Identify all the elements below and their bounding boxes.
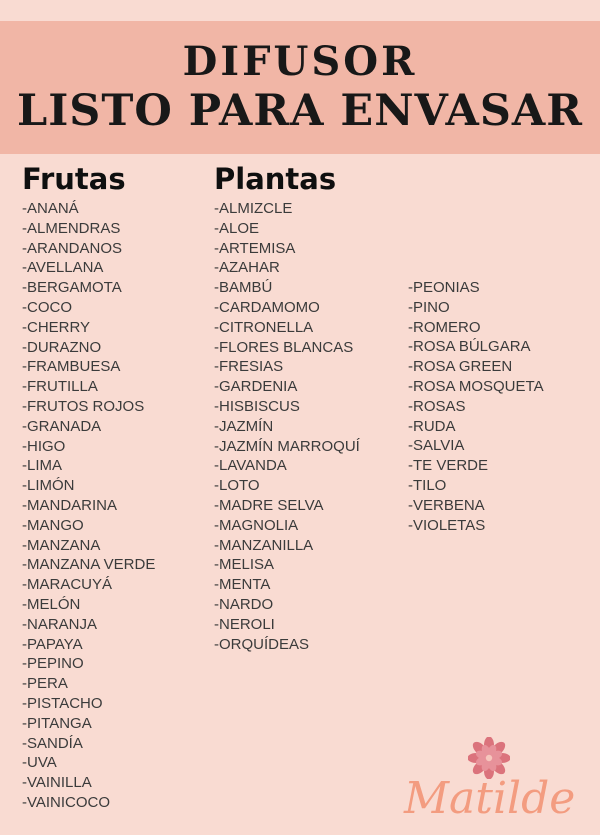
list-item: -MANDARINA [22, 496, 118, 514]
list-item: -NARANJA [22, 615, 98, 633]
list-item: -VAINILLA [22, 774, 92, 792]
list-item: -ORQUÍDEAS [214, 635, 310, 653]
list-item: -MANZANILLA [214, 536, 314, 554]
list-item: -ROSA MOSQUETA [408, 377, 544, 395]
list-item: -PISTACHO [22, 694, 103, 712]
list-item: -FRESIAS [214, 358, 284, 376]
list-item: -PERA [22, 675, 68, 693]
list-item: -ALOE [214, 219, 260, 237]
list-item: -CARDAMOMO [214, 298, 320, 316]
list-item: -ROSA BÚLGARA [408, 338, 531, 356]
list-item: -AZAHAR [214, 259, 280, 277]
list-item: -ROSAS [408, 397, 466, 415]
list-item: -FRAMBUESA [22, 358, 121, 376]
header-band [0, 21, 600, 154]
list-item: -VAINICOCO [22, 793, 111, 811]
list-item: -PAPAYA [22, 635, 83, 653]
list-item: -LAVANDA [214, 457, 287, 475]
list-item: -RUDA [408, 417, 456, 435]
list-item: -BERGAMOTA [22, 279, 122, 297]
plantas-heading: Plantas [214, 162, 337, 196]
list-item: -PEPINO [22, 655, 84, 673]
list-item: -MANGO [22, 516, 84, 534]
list-item: -VIOLETAS [408, 516, 486, 534]
frutas-list [22, 199, 155, 813]
list-item: -MARACUYÁ [22, 576, 113, 594]
list-item: -LIMA [22, 457, 63, 475]
list-item: -ALMENDRAS [22, 219, 121, 237]
list-item: -PITANGA [22, 714, 92, 732]
list-item: -AVELLANA [22, 259, 104, 277]
list-item: -TE VERDE [408, 457, 489, 475]
plantas-list [214, 199, 360, 654]
list-item: -MANZANA [22, 536, 101, 554]
frutas-heading: Frutas [22, 162, 126, 196]
list-item: -ANANÁ [22, 200, 79, 217]
list-item: -DURAZNO [22, 338, 102, 356]
list-item: -CHERRY [22, 318, 91, 336]
list-item: -ALMIZCLE [214, 200, 293, 217]
list-item: -MAGNOLIA [214, 516, 299, 534]
list-item: -HISBISCUS [214, 397, 300, 415]
plantas-extra-list [408, 278, 544, 535]
list-item: -FRUTILLA [22, 378, 98, 396]
list-item: -MADRE SELVA [214, 496, 324, 514]
list-item: -JAZMÍN MARROQUÍ [214, 437, 360, 455]
list-item: -ARTEMISA [214, 239, 296, 257]
list-item: -PINO [408, 298, 450, 316]
list-item: -MANZANA VERDE [22, 556, 156, 574]
list-item: -ROMERO [408, 318, 481, 336]
brand-name: Matilde [404, 773, 576, 824]
list-item: -ROSA GREEN [408, 358, 513, 376]
list-item: -PEONIAS [408, 279, 480, 296]
list-item: -FRUTOS ROJOS [22, 397, 145, 415]
list-item: -JAZMÍN [214, 417, 274, 435]
page-title-line2: LISTO PARA ENVASAR [16, 86, 584, 136]
list-item: -LIMÓN [22, 477, 75, 495]
list-item: -UVA [22, 754, 57, 772]
page-title-line1: DIFUSOR [182, 38, 418, 85]
list-item: -ARANDANOS [22, 239, 123, 257]
list-item: -NEROLI [214, 615, 275, 633]
brand-logo [404, 737, 574, 825]
list-item: -SALVIA [408, 437, 465, 455]
frutas-column [22, 163, 155, 813]
list-item: -MENTA [214, 576, 271, 594]
list-item: -FLORES BLANCAS [214, 338, 354, 356]
list-item: -MELÓN [22, 595, 81, 613]
plantas-column [214, 163, 360, 654]
list-item: -GARDENIA [214, 378, 298, 396]
list-item: -SANDÍA [22, 734, 83, 752]
list-item: -MELISA [214, 556, 275, 574]
list-item: -BAMBÚ [214, 279, 273, 297]
list-item: -TILO [408, 476, 447, 494]
list-item: -HIGO [22, 437, 66, 455]
list-item: -LOTO [214, 477, 260, 495]
list-item: -VERBENA [408, 496, 485, 514]
list-item: -NARDO [214, 595, 274, 613]
list-item: -CITRONELLA [214, 318, 314, 336]
list-item: -GRANADA [22, 417, 102, 435]
plantas-extra-column [408, 278, 544, 535]
list-item: -COCO [22, 298, 72, 316]
